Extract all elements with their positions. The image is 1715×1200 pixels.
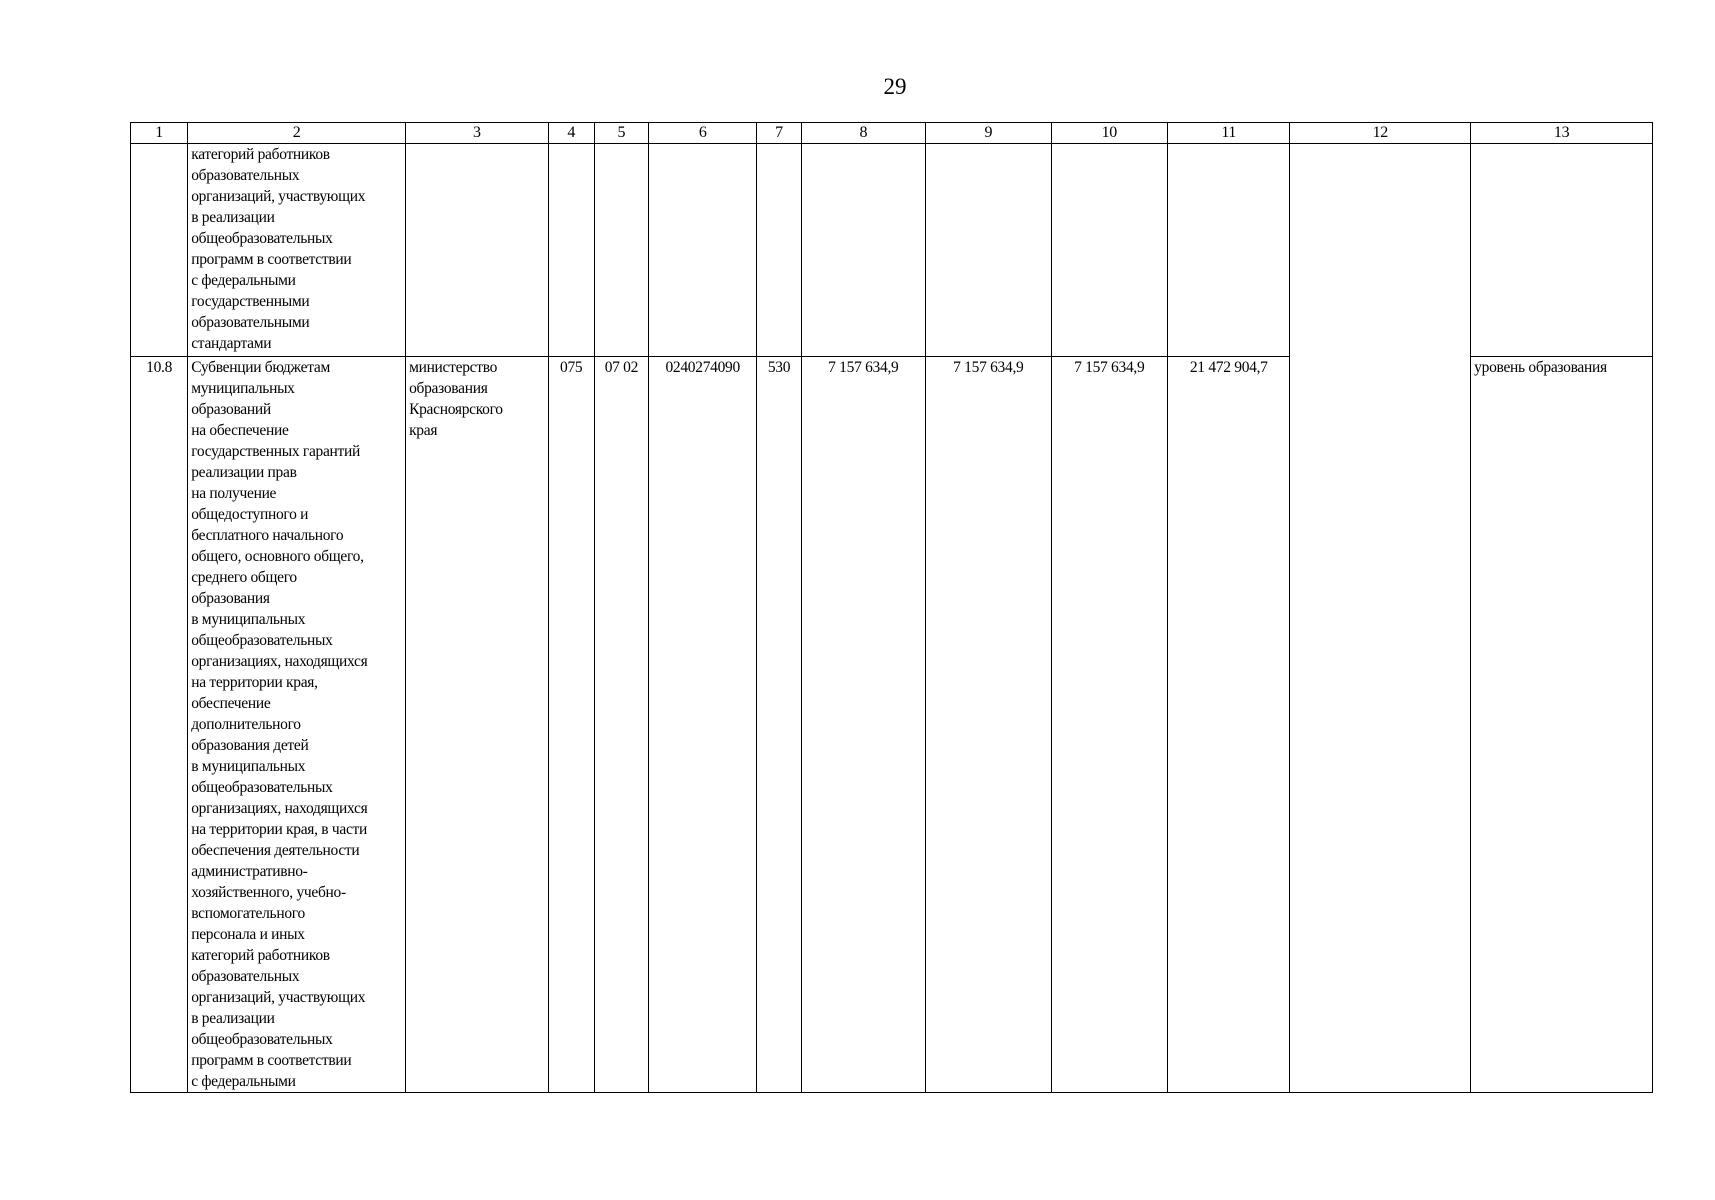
- text-line: программ в соответствии: [191, 251, 352, 268]
- grbs-code: 075: [548, 357, 594, 1093]
- text-line: бесплатного начального: [191, 527, 344, 544]
- year1-amount: 7 157 634,9: [801, 357, 925, 1093]
- text-line: Красноярского: [409, 401, 503, 418]
- text-line: образований: [191, 401, 271, 418]
- result-cell: уровень образования: [1471, 357, 1653, 1093]
- text-line: общего, основного общего,: [191, 548, 364, 565]
- column-header: 2: [188, 123, 406, 144]
- text-line: образовательными: [191, 314, 310, 331]
- row-description: [188, 357, 406, 1093]
- column-header: 4: [548, 123, 594, 144]
- text-line: обеспечение: [191, 695, 271, 712]
- text-line: государственными: [191, 293, 310, 310]
- table-cell: [1168, 144, 1290, 357]
- table-cell: [131, 144, 188, 357]
- text-line: дополнительного: [191, 716, 301, 733]
- page-number: 29: [883, 74, 907, 99]
- table-cell: [594, 144, 648, 357]
- table-cell: [801, 144, 925, 357]
- continuation-row: [131, 144, 1653, 357]
- column-header: 7: [757, 123, 801, 144]
- table-cell: [1471, 144, 1653, 357]
- column-header: 11: [1168, 123, 1290, 144]
- text-line: общеобразовательных: [191, 1031, 333, 1048]
- column-header: 12: [1290, 123, 1471, 144]
- text-line: общедоступного и: [191, 506, 309, 523]
- table-cell: [926, 144, 1051, 357]
- text-line: на получение: [191, 485, 277, 502]
- text-line: персонала и иных: [191, 926, 305, 943]
- text-line: министерство: [409, 359, 498, 376]
- column-header: 10: [1051, 123, 1167, 144]
- column-header: 5: [594, 123, 648, 144]
- text-line: общеобразовательных: [191, 230, 333, 247]
- text-line: образовательных: [191, 167, 300, 184]
- text-line: организациях, находящихся: [191, 800, 368, 817]
- text-line: образования: [409, 380, 488, 397]
- column-header: 9: [926, 123, 1051, 144]
- text-line: общеобразовательных: [191, 779, 333, 796]
- text-line: хозяйственного, учебно-: [191, 884, 346, 901]
- text-line: образования детей: [191, 737, 309, 754]
- table-cell: [406, 144, 549, 357]
- administrator-cell: [406, 357, 549, 1093]
- column-header: 8: [801, 123, 925, 144]
- text-line: организаций, участвующих: [191, 989, 366, 1006]
- col12-cell: [1290, 144, 1471, 1093]
- text-line: с федеральными: [191, 1073, 296, 1090]
- text-line: в муниципальных: [191, 611, 306, 628]
- column-header: 3: [406, 123, 549, 144]
- text-line: программ в соответствии: [191, 1052, 352, 1069]
- text-line: категорий работников: [191, 947, 330, 964]
- continuation-description: [188, 144, 406, 357]
- csr-code: 0240274090: [648, 357, 756, 1093]
- vr-code: 530: [757, 357, 801, 1093]
- text-line: в муниципальных: [191, 758, 306, 775]
- text-line: образования: [191, 590, 270, 607]
- text-line: на территории края,: [191, 674, 318, 691]
- text-line: Субвенции бюджетам: [191, 359, 330, 376]
- column-header: 6: [648, 123, 756, 144]
- row-number: 10.8: [131, 357, 188, 1093]
- text-line: организациях, находящихся: [191, 653, 368, 670]
- text-line: вспомогательного: [191, 905, 305, 922]
- text-line: с федеральными: [191, 272, 296, 289]
- table-cell: [648, 144, 756, 357]
- text-line: стандартами: [191, 335, 272, 352]
- text-line: обеспечения деятельности: [191, 842, 360, 859]
- text-line: образовательных: [191, 968, 300, 985]
- year2-amount: 7 157 634,9: [926, 357, 1051, 1093]
- budget-table: [130, 122, 1653, 1093]
- table-cell: [548, 144, 594, 357]
- year3-amount: 7 157 634,9: [1051, 357, 1167, 1093]
- rzpr-code: 07 02: [594, 357, 648, 1093]
- text-line: на обеспечение: [191, 422, 289, 439]
- column-number-row: [131, 123, 1653, 144]
- text-line: реализации прав: [191, 464, 297, 481]
- text-line: категорий работников: [191, 146, 330, 163]
- column-header: 13: [1471, 123, 1653, 144]
- text-line: муниципальных: [191, 380, 295, 397]
- text-line: организаций, участвующих: [191, 188, 366, 205]
- column-header: 1: [131, 123, 188, 144]
- table-cell: [1051, 144, 1167, 357]
- text-line: в реализации: [191, 209, 275, 226]
- text-line: административно-: [191, 863, 308, 880]
- text-line: в реализации: [191, 1010, 275, 1027]
- text-line: общеобразовательных: [191, 632, 333, 649]
- table-cell: [757, 144, 801, 357]
- text-line: среднего общего: [191, 569, 297, 586]
- text-line: края: [409, 422, 438, 439]
- text-line: государственных гарантий: [191, 443, 361, 460]
- total-amount: 21 472 904,7: [1168, 357, 1290, 1093]
- text-line: на территории края, в части: [191, 821, 368, 838]
